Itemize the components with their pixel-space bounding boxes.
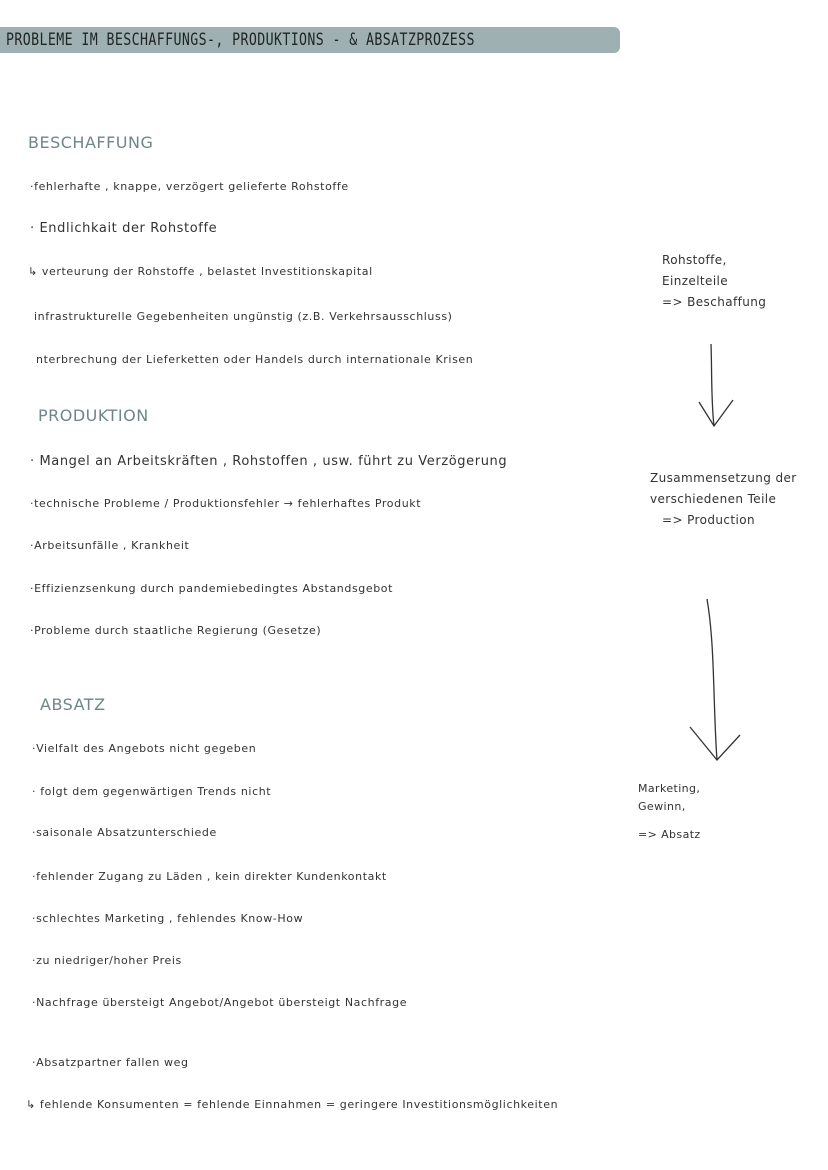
side-note-line: Rohstoffe, bbox=[662, 253, 727, 267]
list-item: ·saisonale Absatzunterschiede bbox=[32, 826, 217, 839]
side-note-produktion bbox=[650, 468, 797, 531]
list-item: ·fehlender Zugang zu Läden , kein direkter Kundenkontakt bbox=[32, 870, 387, 883]
list-item: ·Effizienzsenkung durch pandemiebedingtes Abstandsgebot bbox=[30, 582, 394, 595]
list-item: ·Arbeitsunfälle , Krankheit bbox=[30, 539, 190, 552]
list-item: nterbrechung der Lieferketten oder Handels durch internationale Krisen bbox=[36, 353, 474, 366]
side-note-line: => Production bbox=[662, 513, 755, 527]
side-note-absatz bbox=[638, 780, 701, 844]
list-item: ·Probleme durch staatliche Regierung (Gesetze) bbox=[30, 624, 322, 637]
side-note-line: Marketing, bbox=[638, 782, 701, 795]
list-item: ·schlechtes Marketing , fehlendes Know-How bbox=[32, 912, 304, 925]
list-item: infrastrukturelle Gegebenheiten ungünstig (z.B. Verkehrsausschluss) bbox=[34, 310, 453, 323]
side-note-line: Zusammensetzung der bbox=[650, 471, 797, 485]
section-heading-absatz: ABSATZ bbox=[40, 695, 106, 714]
side-note-line: Gewinn, bbox=[638, 800, 686, 813]
down-arrow-icon bbox=[695, 340, 740, 435]
list-item: · Endlichkait der Rohstoffe bbox=[30, 221, 218, 236]
list-item: ·Absatzpartner fallen weg bbox=[32, 1056, 189, 1069]
section-heading-produktion: PRODUKTION bbox=[38, 406, 149, 425]
list-item: ↳ fehlende Konsumenten = fehlende Einnahmen = geringere Investitionsmöglichkeiten bbox=[26, 1098, 559, 1111]
side-note-line: verschiedenen Teile bbox=[650, 492, 777, 506]
list-item: ·zu niedriger/hoher Preis bbox=[32, 954, 182, 967]
side-note-line: => Absatz bbox=[638, 828, 701, 841]
section-heading-beschaffung: BESCHAFFUNG bbox=[28, 133, 154, 152]
side-note-line: => Beschaffung bbox=[662, 295, 767, 309]
side-note-beschaffung bbox=[662, 250, 766, 313]
list-item: ·Nachfrage übersteigt Angebot/Angebot übersteigt Nachfrage bbox=[32, 996, 408, 1009]
side-note-spacer bbox=[638, 816, 701, 826]
page-title: PROBLEME IM BESCHAFFUNGS-, PRODUKTIONS - & ABSATZPROZESS bbox=[6, 30, 475, 50]
list-item: ·fehlerhafte , knappe, verzögert gelieferte Rohstoffe bbox=[30, 180, 349, 193]
down-arrow-icon bbox=[685, 595, 745, 770]
list-item: ·technische Probleme / Produktionsfehler → fehlerhaftes Produkt bbox=[30, 497, 422, 510]
list-item: ·Vielfalt des Angebots nicht gegeben bbox=[32, 742, 257, 755]
list-item: · Mangel an Arbeitskräften , Rohstoffen , usw. führt zu Verzögerung bbox=[30, 454, 508, 469]
list-item: ↳ verteurung der Rohstoffe , belastet Investitionskapital bbox=[28, 265, 373, 278]
side-note-line: Einzelteile bbox=[662, 274, 729, 288]
list-item: · folgt dem gegenwärtigen Trends nicht bbox=[32, 785, 272, 798]
